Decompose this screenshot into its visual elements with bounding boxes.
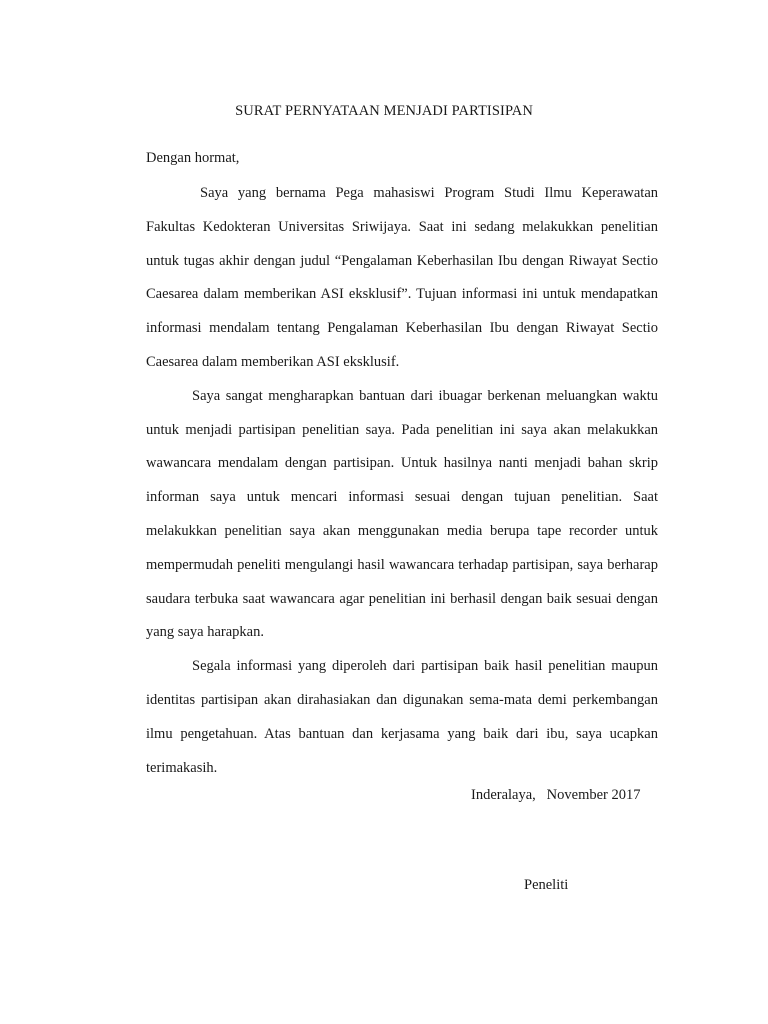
paragraph-introduction: Saya yang bernama Pega mahasiswi Program Studi Ilmu Keperawatan Fakultas Kedokteran Universitas Sriwijaya. Saat ini sedang melakukkan penelitian untuk tugas akhir dengan judul “Pengalaman Keberhasilan Ibu dengan Riwayat Sectio Caesarea dalam memberikan ASI eksklusif”. Tujuan informasi ini untuk mendapatkan informasi mendalam tentang Pengalaman Keberhasilan Ibu dengan Riwayat Sectio Caesarea dalam memberikan ASI eksklusif. [146, 185, 658, 370]
paragraph-request: Saya sangat mengharapkan bantuan dari ibuagar berkenan meluangkan waktu untuk menjadi partisipan penelitian saya. Pada penelitian ini saya akan melakukkan wawancara mendalam dengan partisipan. Untuk hasilnya nanti menjadi bahan skrip informan saya untuk mencari informasi sesuai dengan tujuan penelitian. Saat melakukkan penelitian saya akan menggunakan media berupa tape recorder untuk mempermudah peneliti mengulangi hasil wawancara terhadap partisipan, saya berharap saudara terbuka saat wawancara agar penelitian ini berhasil dengan baik sesuai dengan yang saya harapkan. [146, 387, 658, 641]
document-title: SURAT PERNYATAAN MENJADI PARTISIPAN [235, 103, 533, 119]
signer-label: Peneliti [524, 877, 569, 893]
salutation: Dengan hormat, [146, 150, 240, 166]
letter-body [146, 177, 658, 785]
paragraph-confidentiality: Segala informasi yang diperoleh dari partisipan baik hasil penelitian maupun identitas partisipan akan dirahasiakan dan digunakan sema-mata demi perkembangan ilmu pengetahuan. Atas bantuan dan kerjasama yang baik dari ibu, saya ucapkan terimakasih. [146, 658, 658, 776]
place-and-date: Inderalaya, November 2017 [471, 787, 641, 803]
